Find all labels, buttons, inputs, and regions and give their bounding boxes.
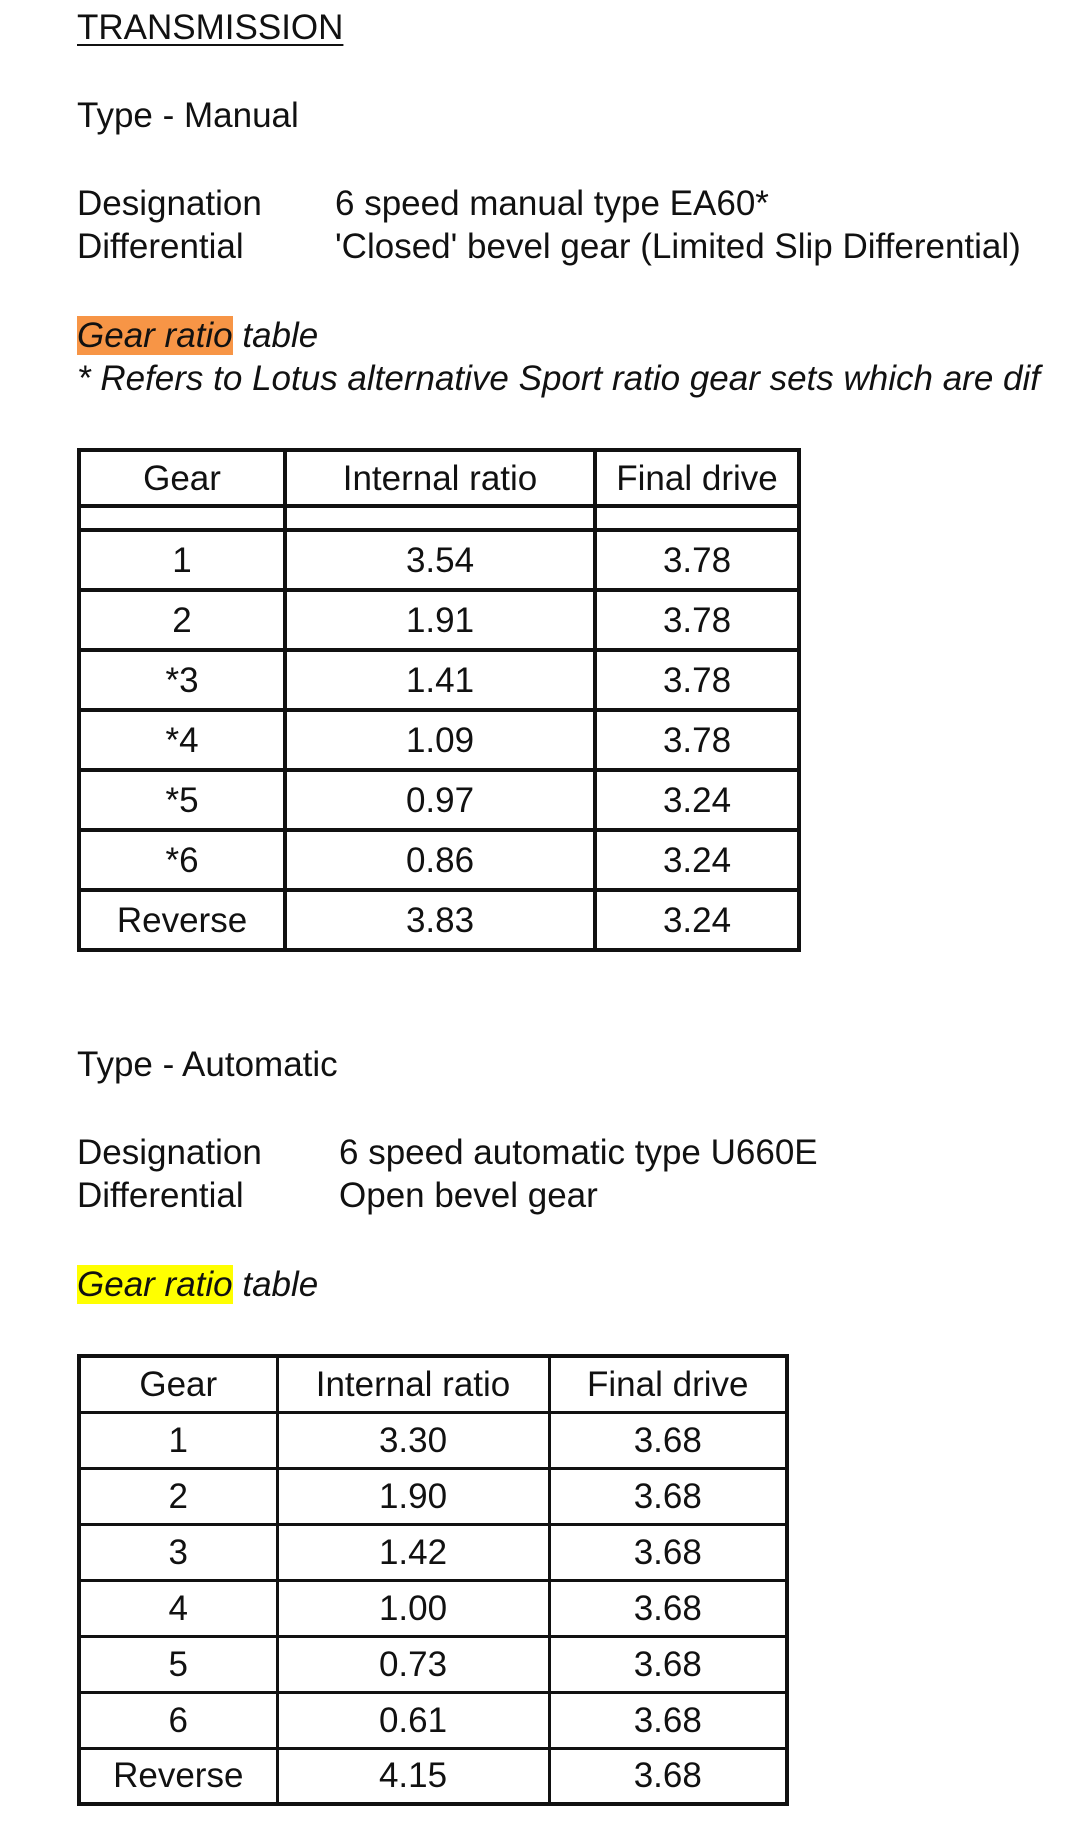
manual-differential-value: 'Closed' bevel gear (Limited Slip Differential) bbox=[335, 227, 1021, 266]
manual-caption-rest: table bbox=[232, 316, 319, 355]
table-cell: 3.30 bbox=[277, 1412, 549, 1468]
manual-gear-ratio-table bbox=[77, 448, 801, 952]
table-row bbox=[79, 1524, 787, 1580]
table-cell: 3.83 bbox=[285, 890, 595, 950]
table-cell: 1.91 bbox=[285, 590, 595, 650]
column-header-gear: Gear bbox=[79, 450, 285, 506]
table-row bbox=[79, 890, 799, 950]
table-row bbox=[79, 590, 799, 650]
table-cell: *4 bbox=[79, 710, 285, 770]
table-cell: 1.09 bbox=[285, 710, 595, 770]
table-cell: 1 bbox=[79, 1412, 277, 1468]
table-row bbox=[79, 770, 799, 830]
page-heading: TRANSMISSION bbox=[77, 8, 344, 47]
table-cell: 0.61 bbox=[277, 1692, 549, 1748]
manual-differential-label: Differential bbox=[77, 227, 244, 266]
table-cell: 1.90 bbox=[277, 1468, 549, 1524]
manual-table-caption bbox=[77, 318, 318, 353]
table-cell: 1 bbox=[79, 530, 285, 590]
table-row bbox=[79, 1468, 787, 1524]
table-cell: 5 bbox=[79, 1636, 277, 1692]
automatic-caption-highlight: Gear ratio bbox=[77, 1265, 233, 1304]
column-header-final-drive: Final drive bbox=[549, 1356, 787, 1412]
table-cell: 3.68 bbox=[549, 1524, 787, 1580]
table-row bbox=[79, 710, 799, 770]
table-cell: Reverse bbox=[79, 890, 285, 950]
table-header-row bbox=[79, 450, 799, 506]
table-cell: 3.24 bbox=[595, 770, 799, 830]
automatic-table-caption bbox=[77, 1267, 318, 1302]
manual-designation-value: 6 speed manual type EA60* bbox=[335, 184, 769, 223]
table-cell: 3.78 bbox=[595, 710, 799, 770]
table-row bbox=[79, 830, 799, 890]
table-cell: 0.73 bbox=[277, 1636, 549, 1692]
table-row bbox=[79, 1580, 787, 1636]
table-cell: 0.86 bbox=[285, 830, 595, 890]
table-row bbox=[79, 1412, 787, 1468]
table-cell: 1.00 bbox=[277, 1580, 549, 1636]
manual-footnote: * Refers to Lotus alternative Sport ratio gear sets which are dif bbox=[77, 359, 1040, 398]
table-cell: 3.68 bbox=[549, 1636, 787, 1692]
table-row bbox=[79, 530, 799, 590]
table-cell: 1.41 bbox=[285, 650, 595, 710]
table-cell bbox=[285, 506, 595, 530]
manual-caption-highlight: Gear ratio bbox=[77, 316, 233, 355]
table-cell: 3.24 bbox=[595, 830, 799, 890]
table-cell: 3.24 bbox=[595, 890, 799, 950]
table-header-row bbox=[79, 1356, 787, 1412]
table-cell: 3.68 bbox=[549, 1692, 787, 1748]
column-header-internal-ratio: Internal ratio bbox=[285, 450, 595, 506]
table-row bbox=[79, 650, 799, 710]
column-header-final-drive: Final drive bbox=[595, 450, 799, 506]
table-cell: 3 bbox=[79, 1524, 277, 1580]
table-cell: 3.68 bbox=[549, 1412, 787, 1468]
table-row bbox=[79, 1748, 787, 1804]
table-cell: *5 bbox=[79, 770, 285, 830]
table-cell: 2 bbox=[79, 590, 285, 650]
column-header-internal-ratio: Internal ratio bbox=[277, 1356, 549, 1412]
table-cell: 2 bbox=[79, 1468, 277, 1524]
manual-type-label: Type - Manual bbox=[77, 96, 299, 135]
column-header-gear: Gear bbox=[79, 1356, 277, 1412]
table-cell: 3.68 bbox=[549, 1580, 787, 1636]
automatic-differential-value: Open bevel gear bbox=[339, 1176, 598, 1215]
table-row bbox=[79, 1636, 787, 1692]
automatic-designation-label: Designation bbox=[77, 1133, 262, 1172]
automatic-type-label: Type - Automatic bbox=[77, 1045, 338, 1084]
table-cell: 3.54 bbox=[285, 530, 595, 590]
table-cell: 3.78 bbox=[595, 590, 799, 650]
table-cell: 4 bbox=[79, 1580, 277, 1636]
table-cell: 3.68 bbox=[549, 1748, 787, 1804]
table-row bbox=[79, 1692, 787, 1748]
table-cell: 4.15 bbox=[277, 1748, 549, 1804]
table-cell: 0.97 bbox=[285, 770, 595, 830]
table-cell: Reverse bbox=[79, 1748, 277, 1804]
table-cell bbox=[595, 506, 799, 530]
automatic-caption-rest: table bbox=[232, 1265, 319, 1304]
table-cell: 3.78 bbox=[595, 530, 799, 590]
table-spacer-row bbox=[79, 506, 799, 530]
automatic-designation-value: 6 speed automatic type U660E bbox=[339, 1133, 818, 1172]
table-cell: *6 bbox=[79, 830, 285, 890]
table-cell: 6 bbox=[79, 1692, 277, 1748]
table-cell bbox=[79, 506, 285, 530]
automatic-gear-ratio-table bbox=[77, 1354, 789, 1806]
automatic-differential-label: Differential bbox=[77, 1176, 244, 1215]
manual-designation-label: Designation bbox=[77, 184, 262, 223]
table-cell: 3.68 bbox=[549, 1468, 787, 1524]
table-cell: 3.78 bbox=[595, 650, 799, 710]
table-cell: *3 bbox=[79, 650, 285, 710]
table-cell: 1.42 bbox=[277, 1524, 549, 1580]
